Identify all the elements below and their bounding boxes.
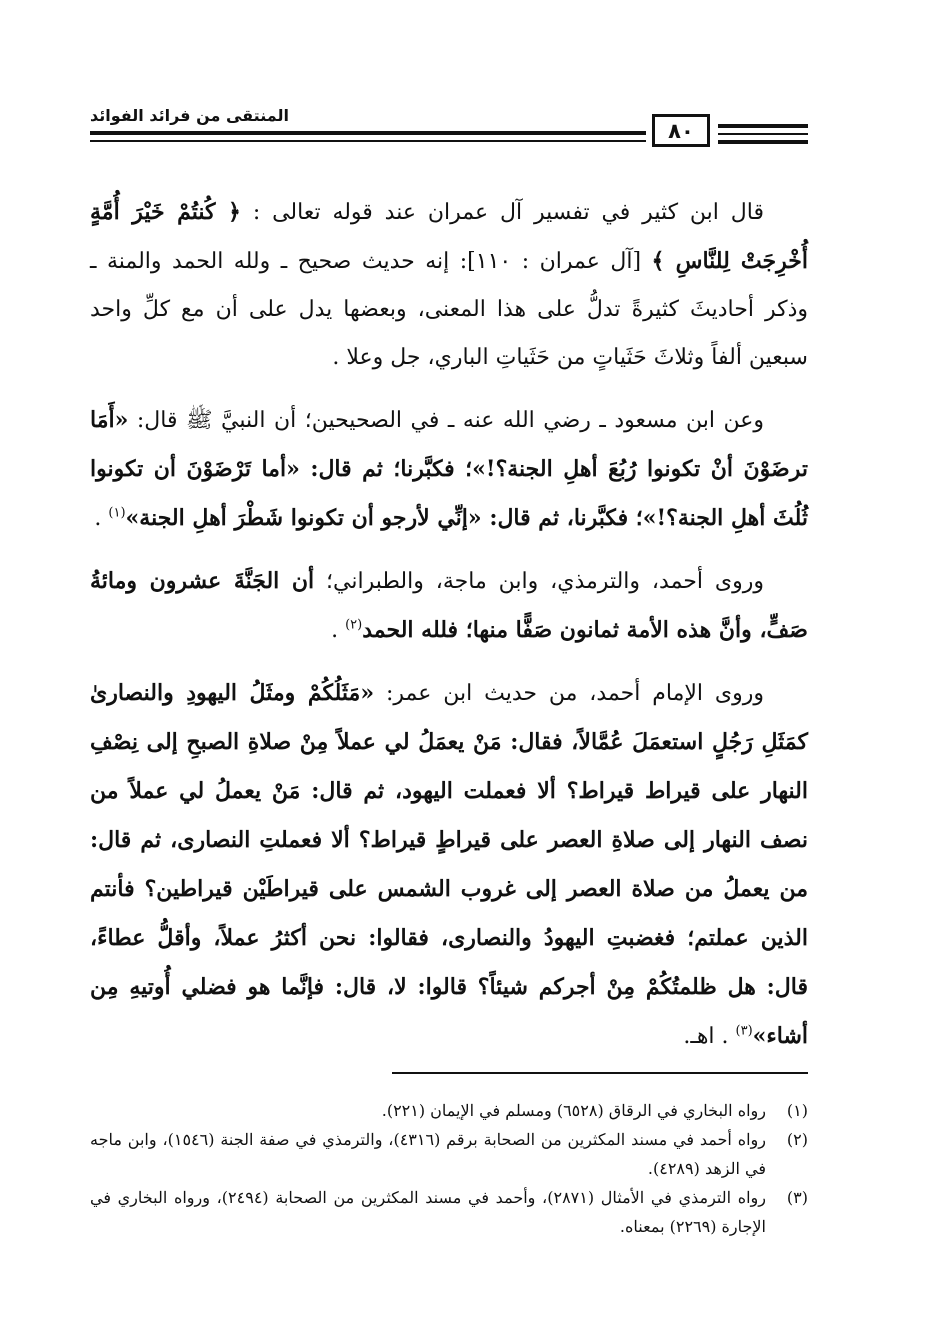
hadith-text: «أَمَا ترضَوْنَ أنْ تكونوا رُبُعَ أهلِ الجنة؟!»؛ فكبَّرنا؛ ثم قال: «أما تَرْضَوْنَ أن تكونوا ثُلُثَ أهلِ الجنة؟!»؛ فكبَّرنا، ثم قال: «إنِّي لأرجو أن تكونوا شَطْرَ أهلِ الجنة» [90, 407, 808, 531]
header-rule-left-thin [90, 140, 646, 142]
hadith-text: أن الجَنَّةَ عشرون ومائةُ صَفٍّ، وأنَّ هذه الأمة ثمانون صَفًّا منها؛ فلله الحمد [90, 568, 808, 643]
header-rule-left-thick [90, 131, 646, 135]
paragraph-text: [آل عمران : ١١٠]: إنه حديث صحيح ـ ولله الحمد والمنة ـ وذكر أحاديثَ كثيرةً تدلُّ على هذا المعنى، وبعضها يدل على أن مع كلِّ واحد سبعين ألفاً وثلاثَ حَثَياتٍ من حَثَياتِ الباري، جل وعلا . [90, 249, 808, 370]
paragraph-ibn-kathir [90, 188, 808, 382]
footnote-number: (٢) [786, 1130, 808, 1149]
footnote-ref: (٢) [345, 617, 363, 633]
footnote-2 [90, 1125, 808, 1183]
paragraph-text: . [331, 618, 346, 643]
paragraph-text: وعن ابن مسعود ـ رضي الله عنه ـ في الصحيحين؛ أن النبيَّ ﷺ قال: [128, 408, 764, 433]
paragraph-text: . اهـ. [683, 1024, 736, 1049]
running-header-title: المنتقى من فرائد الفوائد [90, 106, 289, 125]
footnote-text: رواه الترمذي في الأمثال (٢٨٧١)، وأحمد في مسند المكثرين من الصحابة (٢٤٩٤)، ورواه البخاري في الإجارة (٢٢٦٩) بمعناه. [90, 1188, 767, 1236]
footnote-text: رواه البخاري في الرقاق (٦٥٢٨) ومسلم في الإيمان (٢٢١). [381, 1101, 766, 1120]
footnote-ref: (٣) [735, 1023, 753, 1039]
paragraph-text: . [94, 506, 109, 531]
footnote-text: رواه أحمد في مسند المكثرين من الصحابة برقم (٤٣١٦)، والترمذي في صفة الجنة (١٥٤٦)، وابن ماجه في الزهد (٤٢٨٩). [90, 1130, 767, 1178]
paragraph-ibn-umar [90, 669, 808, 1061]
paragraph-text: وروى الإمام أحمد، من حديث ابن عمر: [374, 681, 764, 706]
footnote-separator [392, 1072, 808, 1074]
header-rule-right-thick-2 [718, 140, 808, 144]
hadith-text: «مَثَلُكُمْ ومثَلُ اليهودِ والنصارىٰ كمَثَلِ رَجُلٍ استعمَلَ عُمَّالاً، فقال: مَنْ يعمَلُ لي عملاً مِنْ صلاةِ الصبحِ إلى نِصْفِ النهار على قيراط قيراط؟ ألا فعملت اليهود، ثم قال: مَنْ يعملُ لي عملاً من نصف النهار إلى صلاةِ العصر على قيراطٍ قيراط؟ ألا فعملتِ النصارى، ثم قال: من يعملُ من صلاة العصر إلى غروب الشمس على قيراطَيْن قيراطين؟ فأنتم الذين عملتم؛ فغضبتِ اليهودُ والنصارى، فقالوا: نحن أكثرُ عملاً، وأقلُّ عطاءً، قال: هل ظلمتُكُمْ مِنْ أجركم شيئاً؟ قالوا: لا، قال: فإنَّما هو فضلي أُوتيهِ مِن أشاء» [90, 680, 808, 1049]
footnote-number: (١) [786, 1101, 808, 1120]
page-number: ٨٠ [652, 114, 710, 147]
paragraph-text: قال ابن كثير في تفسير آل عمران عند قوله تعالى : [240, 200, 764, 225]
footnote-1 [90, 1096, 808, 1125]
footnotes [90, 1096, 808, 1241]
paragraph-ibn-masud [90, 396, 808, 543]
header-rule-right-thick [718, 124, 808, 128]
quran-verse: ﴿ كُنتُمْ خَيْرَ أُمَّةٍ أُخْرِجَتْ لِلنَّاسِ ﴾ [90, 199, 808, 274]
body-text [90, 188, 808, 1061]
paragraph-text: وروى أحمد، والترمذي، وابن ماجة، والطبراني؛ [314, 569, 764, 594]
paragraph-ahmad-rows [90, 557, 808, 655]
footnote-3 [90, 1183, 808, 1241]
footnote-ref: (١) [108, 505, 126, 521]
footnote-number: (٣) [786, 1188, 808, 1207]
header-rule-right-thin [718, 133, 808, 135]
